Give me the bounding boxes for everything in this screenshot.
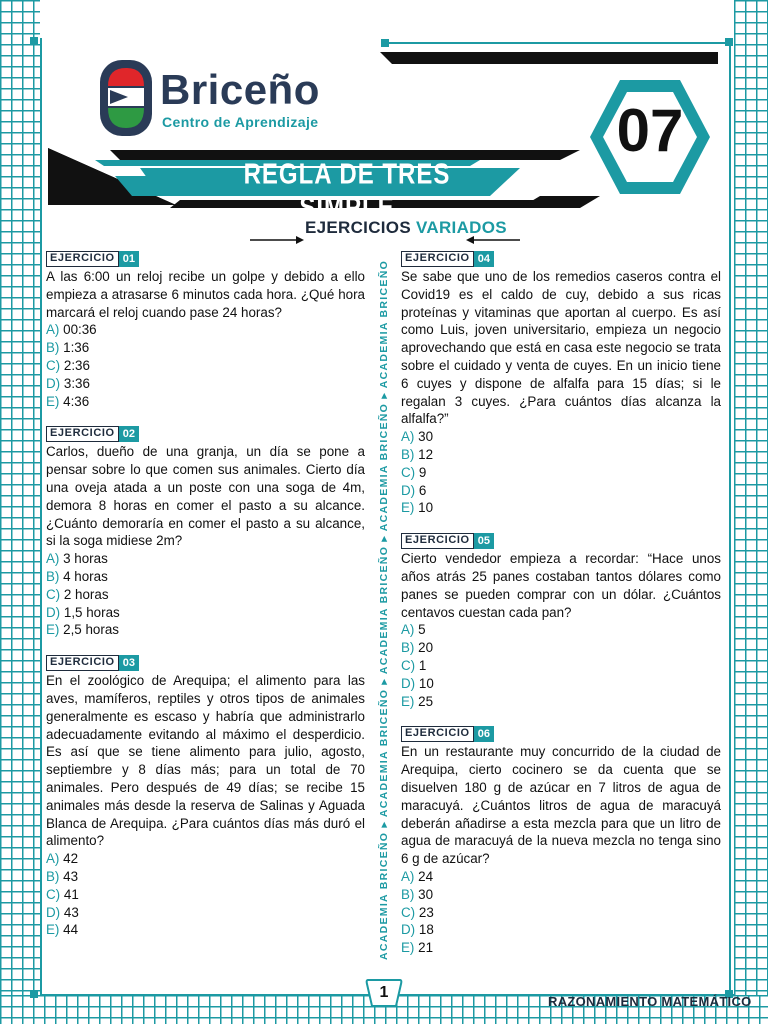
option-text: 21	[418, 940, 434, 956]
exercise-number: 04	[474, 251, 494, 267]
exercise-label	[46, 426, 139, 442]
option-text: 9	[418, 464, 427, 480]
option-text: 41	[63, 886, 79, 902]
answer-option	[401, 939, 721, 957]
option-letter: B)	[401, 446, 415, 462]
exercise-question: Cierto vendedor empieza a recordar: “Hace unos años atrás 25 panes costaban tantos dólares como panes se pueden comprar con un dólar. ¿Cuántos centavos cuestan cada pan?	[401, 551, 721, 620]
option-text: 20	[418, 640, 434, 656]
option-letter: D)	[401, 482, 416, 498]
option-text: 10	[418, 675, 434, 691]
answer-option	[46, 586, 365, 604]
option-letter: B)	[401, 640, 415, 656]
option-letter: A)	[46, 851, 60, 867]
option-letter: D)	[46, 375, 61, 391]
exercise-question: Carlos, dueño de una granja, un día se pone a pensar sobre lo que comen sus animales. Cierto día una oveja atada a un poste con una soga de 4m, demora 8 horas en comer el pasto a su alcance. ¿Cuánto demoraría en comer el pasto a su alcance, si la soga midiese 2m?	[46, 444, 365, 549]
answer-option	[401, 428, 721, 446]
exercise-label	[46, 655, 139, 671]
option-letter: B)	[46, 340, 60, 356]
option-letter: A)	[46, 551, 60, 567]
answer-option	[401, 921, 721, 939]
brand-subtitle: Centro de Aprendizaje	[162, 114, 319, 130]
option-text: 18	[418, 922, 434, 938]
unit-number: 07	[616, 97, 684, 164]
option-text: 1,5 horas	[63, 604, 120, 620]
frame-dot	[30, 990, 38, 998]
option-text: 10	[418, 500, 434, 516]
answer-option	[401, 693, 721, 711]
option-text: 43	[63, 904, 79, 920]
answer-option	[46, 357, 365, 375]
section-title-part2: VARIADOS	[416, 218, 507, 237]
option-letter: C)	[401, 904, 416, 920]
option-letter: A)	[401, 622, 415, 638]
answer-option	[401, 904, 721, 922]
exercise-number: 01	[119, 251, 139, 267]
option-text: 44	[63, 922, 79, 938]
option-letter: D)	[401, 675, 416, 691]
option-letter: E)	[401, 940, 415, 956]
exercise-column-right	[401, 248, 721, 970]
option-text: 6	[418, 482, 427, 498]
answer-option	[401, 482, 721, 500]
option-letter: A)	[46, 322, 60, 338]
exercise-label-text: EJERCICIO	[46, 655, 119, 671]
answer-option	[46, 886, 365, 904]
answer-option	[46, 375, 365, 393]
option-letter: E)	[401, 693, 415, 709]
option-text: 24	[418, 868, 434, 884]
option-text: 4:36	[63, 393, 90, 409]
option-text: 5	[418, 622, 426, 638]
answer-option	[401, 639, 721, 657]
exercise-label-text: EJERCICIO	[46, 426, 119, 442]
option-letter: A)	[401, 868, 415, 884]
answer-option	[46, 850, 365, 868]
answer-option	[401, 499, 721, 517]
exercise-label	[401, 726, 494, 742]
option-letter: E)	[46, 393, 60, 409]
brand-name: Briceño	[160, 66, 320, 113]
option-letter: E)	[401, 500, 415, 516]
exercise-04	[401, 248, 721, 517]
option-letter: B)	[46, 868, 60, 884]
option-letter: D)	[46, 904, 61, 920]
option-letter: C)	[46, 357, 61, 373]
option-text: 2:36	[63, 357, 90, 373]
vertical-academy-label: ACADEMIA BRICEÑO ▸ ACADEMIA BRICEÑO ▸ ACADEMIA BRICEÑO ▸ ACADEMIA BRICEÑO ▸ ACADEMIA BRICEÑO	[378, 259, 390, 961]
exercise-question: Se sabe que uno de los remedios caseros contra el Covid19 es el caldo de cuy, debido a sus ricas proteínas y vitaminas que aportan al cuerpo. Es así como Luis, joven universitario, empieza un negocio aprovechando que está en casa este negocio se trata sobre el cuidado y venta de cuyes. En un inicio tiene 6 cuyes y dispone de alfalfa para 15 días; si le regalan 3 cuyes. ¿Para cuántos días alcanza la alfalfa?”	[401, 269, 721, 427]
answer-option	[401, 464, 721, 482]
answer-option	[401, 886, 721, 904]
option-letter: B)	[401, 886, 415, 902]
vertical-academy-text	[374, 250, 394, 970]
answer-option	[46, 321, 365, 339]
exercise-label	[46, 251, 139, 267]
option-text: 1:36	[63, 340, 90, 356]
option-text: 30	[418, 429, 434, 445]
answer-option	[46, 904, 365, 922]
option-text: 25	[418, 693, 434, 709]
option-letter: E)	[46, 922, 60, 938]
answer-option	[46, 393, 365, 411]
option-text: 3 horas	[63, 551, 108, 567]
option-text: 2 horas	[63, 586, 109, 602]
exercise-label-text: EJERCICIO	[401, 726, 474, 742]
answer-option	[401, 675, 721, 693]
exercise-question: En un restaurante muy concurrido de la ciudad de Arequipa, cierto cocinero se da cuenta que se disuelven 180 g de azúcar en 7 litros de agua de maracuyá. ¿Cuántos litros de agua de maracuyá deberán añadirse a esta mezcla para que un litro de agua de maracuyá de la nueva mezcla no tenga sino 6 g de azúcar?	[401, 744, 721, 867]
answer-option	[401, 868, 721, 886]
answer-option	[401, 621, 721, 639]
option-text: 4 horas	[63, 568, 108, 584]
answer-option	[401, 657, 721, 675]
exercise-02	[46, 423, 365, 639]
section-title-part1: EJERCICIOS	[305, 218, 411, 237]
exercise-number: 05	[474, 533, 494, 549]
option-letter: C)	[401, 464, 416, 480]
exercise-label-text: EJERCICIO	[401, 251, 474, 267]
option-text: 1	[418, 657, 427, 673]
exercise-label-text: EJERCICIO	[401, 533, 474, 549]
exercise-question: A las 6:00 un reloj recibe un golpe y debido a ello empieza a atrasarse 6 minutos cada hora. ¿Qué hora marcará el reloj cuando pase 24 horas?	[46, 269, 365, 320]
answer-option	[46, 621, 365, 639]
exercise-05	[401, 530, 721, 710]
answer-option	[46, 568, 365, 586]
option-letter: E)	[46, 622, 60, 638]
option-text: 42	[63, 851, 79, 867]
page-title: REGLA DE TRES SIMPLE	[243, 158, 451, 225]
exercise-label-text: EJERCICIO	[46, 251, 119, 267]
page-number: 1	[379, 984, 389, 1001]
exercise-01	[46, 248, 365, 410]
option-text: 12	[418, 446, 434, 462]
exercise-03	[46, 652, 365, 939]
option-letter: D)	[401, 922, 416, 938]
option-letter: C)	[46, 886, 61, 902]
option-text: 00:36	[63, 322, 97, 338]
section-title	[305, 218, 507, 238]
exercise-question: En el zoológico de Arequipa; el alimento para las aves, mamíferos, reptiles y otros tipos de animales generalmente es escaso y habría que administrarlo adecuadamente evitando al máximo el desperdicio. Es así que se tiene alimento para julio, agosto, septiembre y 8 días más; para un total de 70 animales. Pero después de 49 días; se recibe 15 animales más desde la reserva de Salinas y Aguada Blanca de Arequipa. ¿Para cuántos días más duró el alimento?	[46, 673, 365, 849]
option-text: 30	[418, 886, 434, 902]
option-letter: A)	[401, 429, 415, 445]
option-letter: B)	[46, 568, 60, 584]
answer-option	[46, 921, 365, 939]
answer-option	[46, 550, 365, 568]
option-text: 43	[63, 868, 79, 884]
answer-option	[401, 446, 721, 464]
answer-option	[46, 604, 365, 622]
answer-option	[46, 868, 365, 886]
exercise-label	[401, 251, 494, 267]
exercise-number: 06	[474, 726, 494, 742]
exercise-06	[401, 723, 721, 957]
exercise-column-left	[46, 248, 365, 952]
exercise-number: 03	[119, 655, 139, 671]
option-text: 2,5 horas	[63, 622, 119, 638]
answer-option	[46, 339, 365, 357]
option-letter: D)	[46, 604, 61, 620]
option-letter: C)	[46, 586, 61, 602]
option-text: 3:36	[63, 375, 90, 391]
subject-label: RAZONAMIENTO MATEMÁTICO	[548, 994, 752, 1009]
exercise-number: 02	[119, 426, 139, 442]
option-text: 23	[418, 904, 434, 920]
exercise-label	[401, 533, 494, 549]
option-letter: C)	[401, 657, 416, 673]
